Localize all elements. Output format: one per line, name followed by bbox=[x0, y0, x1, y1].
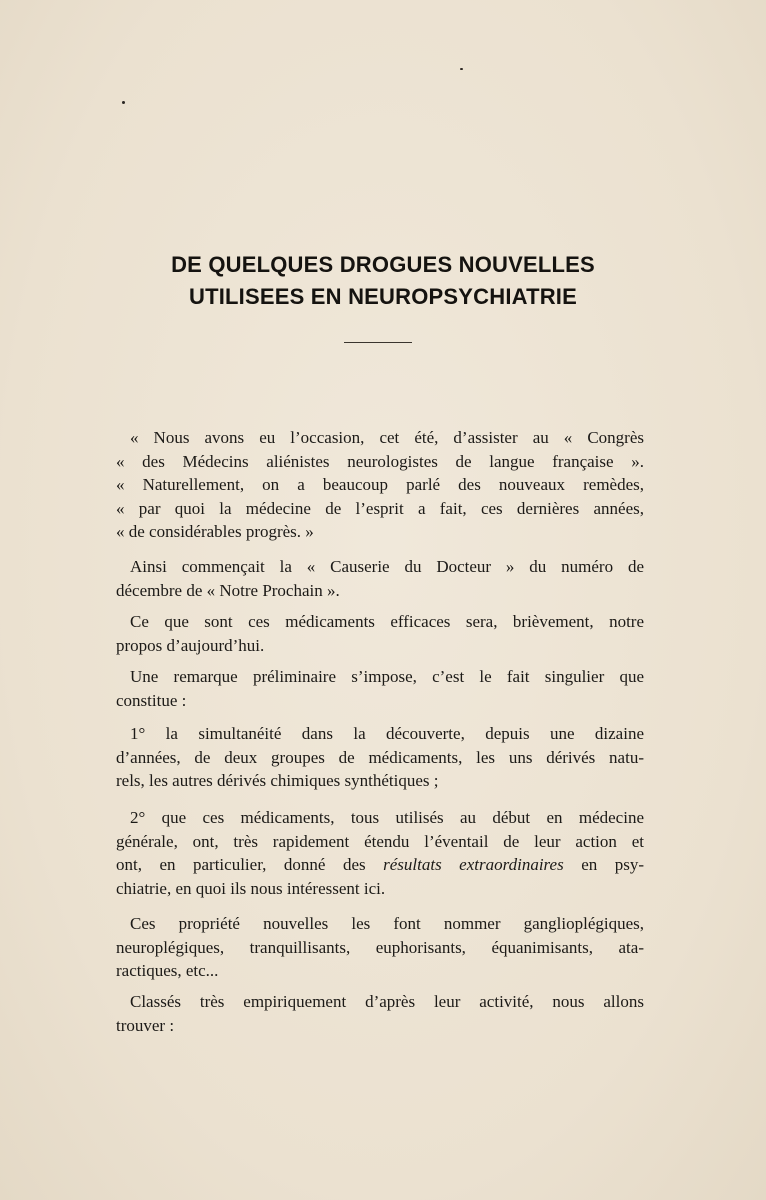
paragraph-line: chiatrie, en quoi ils nous intéressent ici. bbox=[116, 878, 386, 898]
paragraph-line: propos d’aujourd’hui. bbox=[116, 635, 265, 655]
paragraph-line: neuroplégiques, tranquillisants, euphorisants, équanimisants, ata- bbox=[116, 937, 644, 957]
paragraph-line: rels, les autres dérivés chimiques synthétiques ; bbox=[116, 771, 439, 790]
paragraph-line: Classés très empiriquement d’après leur activité, nous allons bbox=[130, 992, 644, 1011]
ink-speck bbox=[460, 68, 463, 70]
title-line-1: DE QUELQUES DROGUES NOUVELLES bbox=[171, 252, 595, 277]
ink-speck bbox=[122, 101, 125, 104]
paragraph-line: décembre de « Notre Prochain ». bbox=[116, 580, 340, 600]
paragraph-text: ont, en particulier, donné des bbox=[116, 855, 366, 874]
paragraph-line: d’années, de deux groupes de médicaments, les uns dérivés natu- bbox=[116, 747, 644, 767]
paragraph-line: constitue : bbox=[116, 690, 187, 710]
paragraph-line: générale, ont, très rapidement étendu l’éventail de leur action et bbox=[116, 831, 644, 851]
quote-line: « des Médecins aliénistes neurologistes de langue française ». bbox=[116, 451, 644, 471]
emphasis-text: résultats extraordinaires bbox=[383, 855, 564, 874]
paragraph-line: 2° que ces médicaments, tous utilisés au début en médecine bbox=[130, 808, 644, 827]
paragraph bbox=[116, 806, 644, 900]
paragraph bbox=[116, 912, 644, 983]
title-line-2: UTILISEES EN NEUROPSYCHIATRIE bbox=[189, 284, 577, 309]
quote-line: « Nous avons eu l’occasion, cet été, d’assister au « Congrès bbox=[130, 428, 644, 447]
paragraph-text: en psy- bbox=[581, 855, 645, 874]
paragraph-line: Ainsi commençait la « Causerie du Docteur » du numéro de bbox=[130, 557, 644, 576]
paragraph bbox=[116, 555, 644, 602]
quote-line: « Naturellement, on a beaucoup parlé des nouveaux remèdes, bbox=[116, 475, 644, 494]
paragraph bbox=[116, 722, 644, 793]
paragraph-line: Ce que sont ces médicaments efficaces sera, brièvement, notre bbox=[130, 612, 644, 631]
paragraph bbox=[116, 610, 644, 657]
opening-quote bbox=[116, 426, 644, 544]
paragraph bbox=[116, 990, 644, 1037]
paragraph-line: Une remarque préliminaire s’impose, c’est le fait singulier que bbox=[130, 667, 644, 686]
paragraph-line: Ces propriété nouvelles les font nommer ganglioplégiques, bbox=[130, 914, 644, 933]
paragraph-line bbox=[116, 853, 644, 877]
paragraph-line: ractiques, etc... bbox=[116, 961, 219, 980]
quote-line: « de considérables progrès. » bbox=[116, 522, 314, 541]
quote-line: « par quoi la médecine de l’esprit a fait, ces dernières années, bbox=[116, 498, 644, 518]
paragraph-line: 1° la simultanéité dans la découverte, depuis une dizaine bbox=[130, 724, 644, 743]
paragraph bbox=[116, 665, 644, 712]
title-divider bbox=[344, 342, 412, 343]
paragraph-line: trouver : bbox=[116, 1015, 175, 1035]
